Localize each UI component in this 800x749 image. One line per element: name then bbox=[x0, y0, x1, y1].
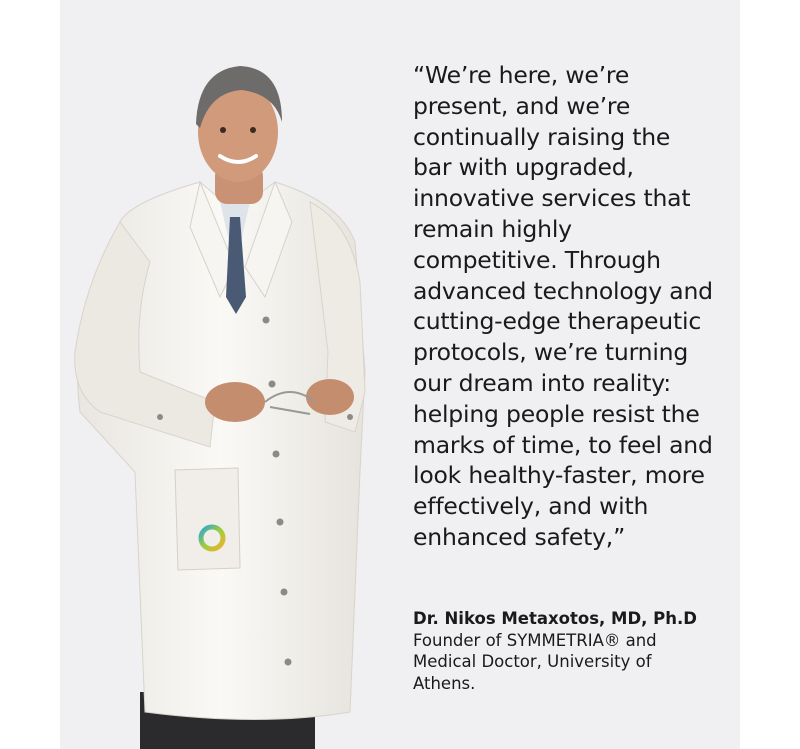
right-hand bbox=[306, 379, 354, 415]
left-hand bbox=[205, 382, 265, 422]
coat-pocket bbox=[175, 468, 240, 570]
left-eye bbox=[220, 127, 226, 133]
quote-text: “We’re here, we’re present, and we’re continually raising the bar with upgraded, innovative services that remain highly competitive. Through advanced technology and cutting-edge therapeutic protocols, we’re turning our dream into reality: helping people resist the marks of time, to feel and look healthy-faster, more effectively, and with enhanced safety,” bbox=[413, 61, 713, 551]
author-name: Dr. Nikos Metaxotos, MD, Ph.D bbox=[413, 609, 697, 628]
right-eye bbox=[250, 127, 256, 133]
attribution bbox=[413, 608, 713, 694]
doctor-portrait bbox=[60, 52, 390, 749]
author-role: Founder of SYMMETRIA® and Medical Doctor, University of Athens. bbox=[413, 630, 657, 693]
